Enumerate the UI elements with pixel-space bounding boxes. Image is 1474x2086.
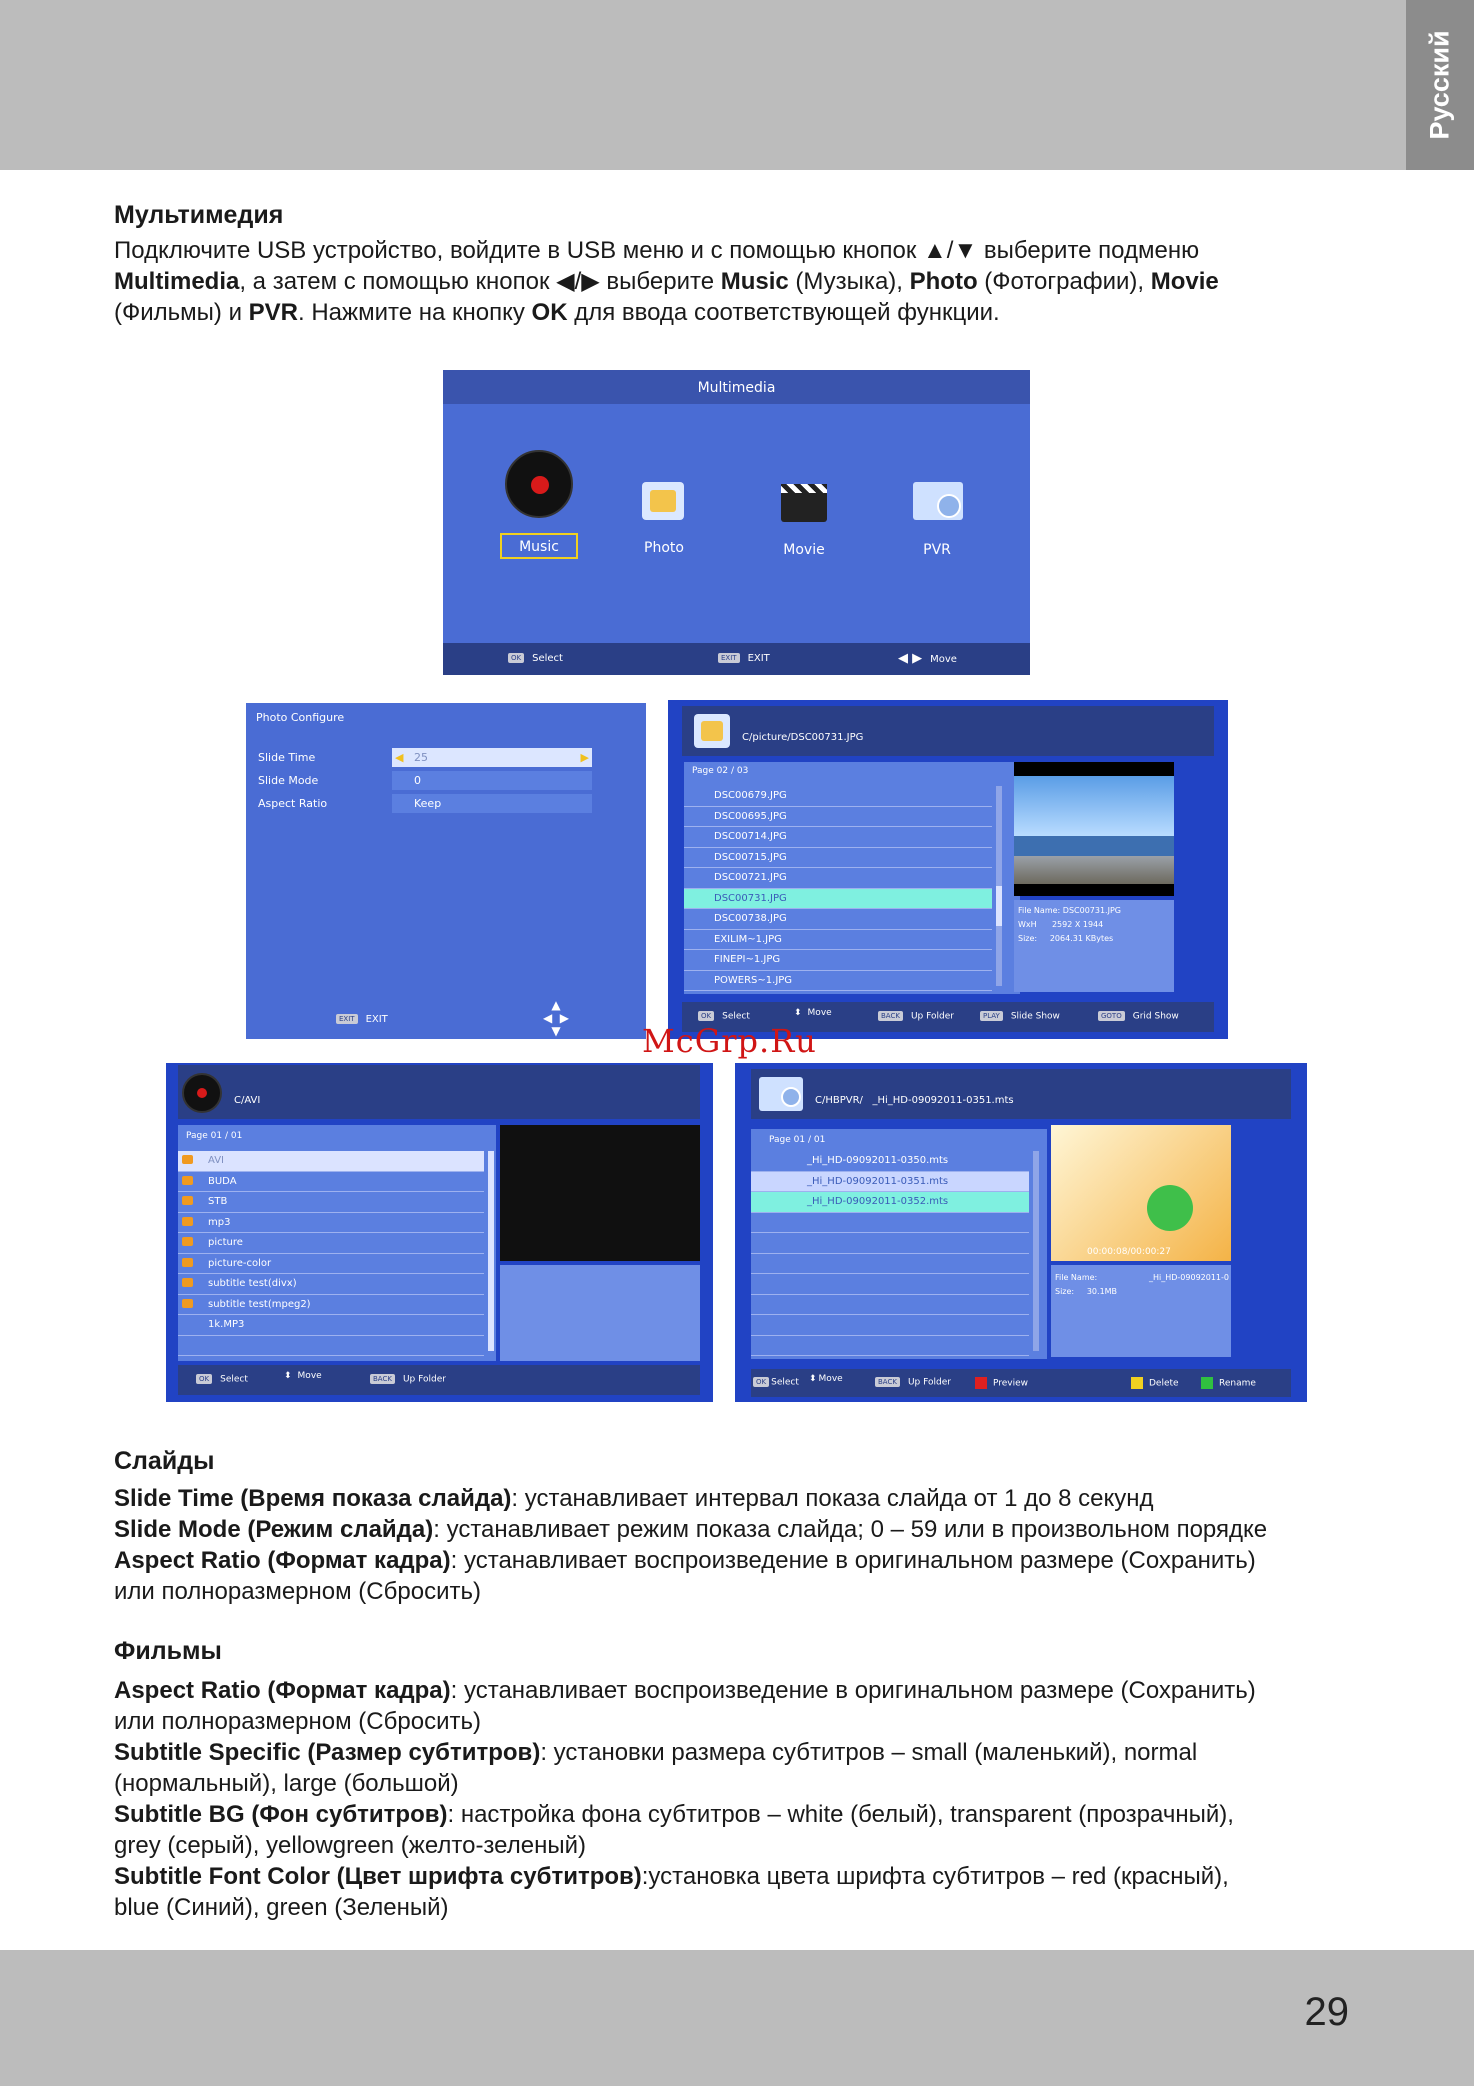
scrollbar[interactable] [1033,1151,1039,1351]
folder-icon [182,1155,193,1164]
browser-footer [178,1365,700,1395]
exit-hint: EXIT [365,1014,388,1025]
aspect-ratio-field[interactable] [392,794,592,813]
up-folder-hint: Up Folder [907,1377,951,1388]
aspect-ratio-desc: или полноразмерном (Сбросить) [114,1708,481,1735]
browser-header [682,706,1214,756]
red-key-icon [975,1377,987,1389]
movie-icon [781,484,827,522]
music-icon [505,450,573,518]
para-bold: Photo [909,268,978,295]
slide-show-hint: Slide Show [1010,1011,1060,1022]
multimedia-paragraph [114,235,1364,328]
para-text: , а затем с помощью кнопок ◀/▶ выберите [239,268,721,295]
language-label: Русский [1424,30,1455,140]
slides-section [114,1446,1364,1607]
exit-key-icon: EXIT [718,653,740,663]
delete-hint: Delete [1149,1378,1179,1389]
dpad-icon: ▲ ◀ ▶ ▼ [542,998,570,1038]
subtitle-size-term: Subtitle Specific (Размер субтитров) [114,1739,541,1766]
up-down-arrows-icon: ⬍ [794,1008,802,1018]
subtitle-font-color-term: Subtitle Font Color (Цвет шрифта субтитров) [114,1863,642,1890]
file-info-panel [1014,900,1174,992]
current-path: C/picture/DSC00731.JPG [742,732,864,743]
slide-mode-value: 0 [414,774,421,787]
empty-row [751,1336,1029,1357]
slide-time-term: Slide Time (Время показа слайда) [114,1485,512,1512]
item-label: AVI [208,1155,224,1166]
item-label: EXILIM~1.JPG [714,933,782,945]
browser-footer [751,1369,1291,1397]
language-tab [1406,0,1474,170]
item-label: BUDA [208,1175,237,1187]
list-item[interactable] [178,1254,484,1275]
multimedia-menu-screenshot [443,370,1030,675]
up-down-arrows-icon: ⬍ [809,1374,817,1384]
para-bold: Movie [1150,268,1219,295]
ok-key-icon: OK [753,1377,769,1387]
move-hint: Move [818,1374,843,1384]
size-value: 2064.31 KBytes [1049,934,1114,943]
subtitle-font-color-desc: blue (Синий), green (Зеленый) [114,1894,449,1921]
para-text: (Музыка), [788,268,910,295]
para-bold: Multimedia [114,268,240,295]
item-label: picture-color [208,1257,272,1269]
para-text: для ввода соответствующей функции. [567,299,1000,326]
file-name-value: DSC00731.JPG [1062,906,1121,915]
play-key-icon: PLAY [980,1011,1003,1021]
back-key-icon: BACK [370,1374,395,1384]
slide-mode-field[interactable] [392,771,592,790]
empty-row [751,1213,1029,1234]
para-text: Подключите USB устройство, войдите в USB меню и с помощью кнопок ▲/▼ выберите подменю [114,237,1200,264]
aspect-ratio-value: Keep [414,797,442,810]
item-label: DSC00731.JPG [714,892,787,904]
list-item[interactable] [751,1151,1029,1172]
dimensions-value: 2592 X 1944 [1051,920,1104,929]
photo-icon [694,714,730,748]
menu-title: Multimedia [697,380,776,396]
list-item[interactable] [684,971,992,992]
goto-key-icon: GOTO [1098,1011,1125,1021]
up-folder-hint: Up Folder [402,1374,446,1385]
file-name-value: _Hi_HD-09092011-0 [1149,1273,1229,1282]
photo-preview [1014,762,1174,896]
file-list-rows [684,786,992,994]
list-item[interactable] [684,848,992,869]
file-list-rows [178,1151,484,1361]
slide-time-value: 25 [414,751,428,764]
folder-icon [182,1237,193,1246]
empty-row [751,1295,1029,1316]
slide-mode-label: Slide Mode [258,774,319,787]
item-label: picture [208,1237,243,1248]
page-indicator: Page 01 / 01 [769,1135,826,1145]
exit-hint: EXIT [747,653,770,664]
back-key-icon: BACK [875,1377,900,1387]
back-key-icon: BACK [878,1011,903,1021]
folder-icon [182,1196,193,1205]
subtitle-size-desc: (нормальный), large (большой) [114,1770,459,1797]
photo-configure-screenshot [246,703,646,1039]
select-hint: Select [220,1374,248,1385]
list-item[interactable] [684,950,992,971]
up-down-arrows-icon: ⬍ [284,1371,292,1381]
music-label: Music [519,539,559,555]
empty-row [751,1254,1029,1275]
music-icon [182,1073,222,1113]
list-item[interactable] [684,909,992,930]
item-label: DSC00715.JPG [714,851,787,863]
list-item[interactable] [751,1172,1029,1193]
list-item[interactable] [178,1315,484,1336]
exit-key-icon: EXIT [336,1014,358,1024]
films-section [114,1636,1364,1923]
info-label: Size: [1018,934,1038,943]
item-label: DSC00695.JPG [714,810,787,822]
list-item[interactable] [684,868,992,889]
para-bold: Music [720,268,789,295]
page-indicator: Page 02 / 03 [692,766,749,776]
browser-header [178,1065,700,1119]
left-arrow-icon: ◀ [395,751,404,764]
item-label: STB [208,1196,228,1207]
file-list [684,762,1020,994]
folder-icon [182,1278,193,1287]
list-item[interactable] [178,1151,484,1172]
para-text: . Нажмите на кнопку [298,299,532,326]
up-folder-hint: Up Folder [910,1011,954,1022]
left-right-arrows-icon: ◀ ▶ [898,651,923,666]
para-text: (Фотографии), [977,268,1151,295]
watermark: McGrp.Ru [642,1022,817,1060]
empty-row [178,1336,484,1357]
current-file: _Hi_HD-09092011-0351.mts [872,1095,1014,1106]
slide-mode-term: Slide Mode (Режим слайда) [114,1516,434,1543]
item-label: DSC00738.JPG [714,913,787,924]
subtitle-bg-desc: : настройка фона субтитров – white (белый), transparent (прозрачный), [447,1801,1234,1828]
item-label: DSC00721.JPG [714,872,787,883]
move-hint: Move [297,1371,322,1381]
menu-footer [443,643,1030,675]
multimedia-section [114,200,1364,328]
slides-heading: Слайды [114,1447,215,1475]
select-hint: Select [722,1011,750,1022]
ok-key-icon: OK [508,653,524,663]
right-arrow-icon: ▶ [580,751,589,764]
empty-row [751,1233,1029,1254]
aspect-ratio-desc: : устанавливает воспроизведение в оригинальном размере (Сохранить) [450,1547,1256,1574]
preview-hint: Preview [993,1378,1029,1389]
list-item[interactable] [178,1295,484,1316]
list-item[interactable] [178,1233,484,1254]
list-item[interactable] [751,1192,1029,1213]
slide-time-label: Slide Time [258,751,316,764]
para-bold: OK [531,299,568,326]
file-info-panel [1051,1265,1231,1357]
menu-title-bar [443,370,1030,404]
item-label: DSC00679.JPG [714,790,787,801]
item-label: 1k.MP3 [208,1319,245,1330]
item-label: _Hi_HD-09092011-0351.mts [807,1175,949,1187]
list-item[interactable] [684,889,992,910]
multimedia-heading: Мультимедия [114,201,284,229]
item-label: _Hi_HD-09092011-0352.mts [807,1196,949,1207]
video-preview [1051,1125,1231,1261]
item-label: FINEPI~1.JPG [714,954,781,965]
footer-band [0,1950,1474,2086]
list-item[interactable] [684,786,992,807]
current-path: C/AVI [234,1095,261,1106]
list-item[interactable] [178,1192,484,1213]
item-label: mp3 [208,1216,231,1228]
video-preview [500,1125,700,1261]
ok-key-icon: OK [196,1374,212,1384]
list-item[interactable] [684,930,992,951]
list-item[interactable] [178,1213,484,1234]
aspect-ratio-desc: или полноразмерном (Сбросить) [114,1578,481,1605]
photo-browser-screenshot [668,700,1228,1039]
photo-item[interactable]: Photo [644,540,684,556]
subtitle-size-desc: : установки размера субтитров – small (маленький), normal [540,1739,1198,1766]
scrollbar[interactable] [488,1151,494,1351]
select-hint: Select [771,1377,799,1388]
list-item[interactable] [178,1274,484,1295]
folder-icon [182,1299,193,1308]
item-label: subtitle test(divx) [208,1278,297,1289]
aspect-ratio-label: Aspect Ratio [258,797,328,810]
pvr-icon [913,482,963,520]
config-title: Photo Configure [256,711,345,724]
list-item[interactable] [684,827,992,848]
empty-row [751,1274,1029,1295]
films-heading: Фильмы [114,1637,222,1665]
scrollbar[interactable] [996,786,1002,986]
info-label: WxH [1018,920,1037,929]
file-info-panel [500,1265,700,1361]
info-label: Size: [1055,1287,1075,1296]
pvr-item[interactable]: PVR [923,542,951,558]
aspect-ratio-term: Aspect Ratio (Формат кадра) [114,1677,451,1704]
move-hint: Move [807,1008,832,1018]
current-path: C/HBPVR/ [815,1095,863,1106]
aspect-ratio-desc: : устанавливает воспроизведение в оригинальном размере (Сохранить) [450,1677,1256,1704]
ok-key-icon: OK [698,1011,714,1021]
header-band [0,0,1474,170]
empty-row [751,1315,1029,1336]
file-list-rows [751,1151,1029,1359]
pvr-icon [759,1077,803,1111]
music-item[interactable] [500,533,578,559]
slide-time-desc: : устанавливает интервал показа слайда от 1 до 8 секунд [511,1485,1154,1512]
page-indicator: Page 01 / 01 [186,1131,243,1141]
subtitle-bg-term: Subtitle BG (Фон субтитров) [114,1801,448,1828]
folder-icon [182,1217,193,1226]
page-number: 29 [1304,1990,1349,2034]
file-list [751,1129,1047,1359]
item-label: POWERS~1.JPG [714,974,793,986]
folder-icon [182,1258,193,1267]
size-value: 30.1MB [1086,1287,1118,1296]
playback-time: 00:00:08/00:00:27 [1087,1247,1171,1257]
slide-time-field[interactable] [392,748,592,767]
yellow-key-icon [1131,1377,1143,1389]
aspect-ratio-term: Aspect Ratio (Формат кадра) [114,1547,451,1574]
move-hint: Move [930,654,957,665]
info-label: File Name: [1055,1273,1098,1282]
slide-mode-desc: : устанавливает режим показа слайда; 0 – 59 или в произвольном порядке [433,1516,1268,1543]
info-label: File Name: [1018,906,1061,915]
para-text: (Фильмы) и [114,299,249,326]
green-key-icon [1201,1377,1213,1389]
pvr-browser-screenshot [735,1063,1307,1402]
movie-item[interactable]: Movie [783,542,825,558]
item-label: _Hi_HD-09092011-0350.mts [807,1155,949,1166]
item-label: subtitle test(mpeg2) [208,1298,311,1310]
list-item[interactable] [684,807,992,828]
folder-icon [182,1176,193,1185]
subtitle-font-color-desc: :установка цвета шрифта субтитров – red (красный), [641,1863,1229,1890]
select-hint: Select [532,653,563,664]
photo-icon [642,482,684,520]
grid-show-hint: Grid Show [1132,1011,1179,1022]
para-bold: PVR [248,299,298,326]
item-label: DSC00714.JPG [714,831,787,842]
rename-hint: Rename [1219,1378,1256,1389]
list-item[interactable] [178,1172,484,1193]
movie-browser-screenshot [166,1063,713,1402]
browser-header [751,1069,1291,1119]
file-list [178,1125,496,1361]
subtitle-bg-desc: grey (серый), yellowgreen (желто-зеленый) [114,1832,586,1859]
